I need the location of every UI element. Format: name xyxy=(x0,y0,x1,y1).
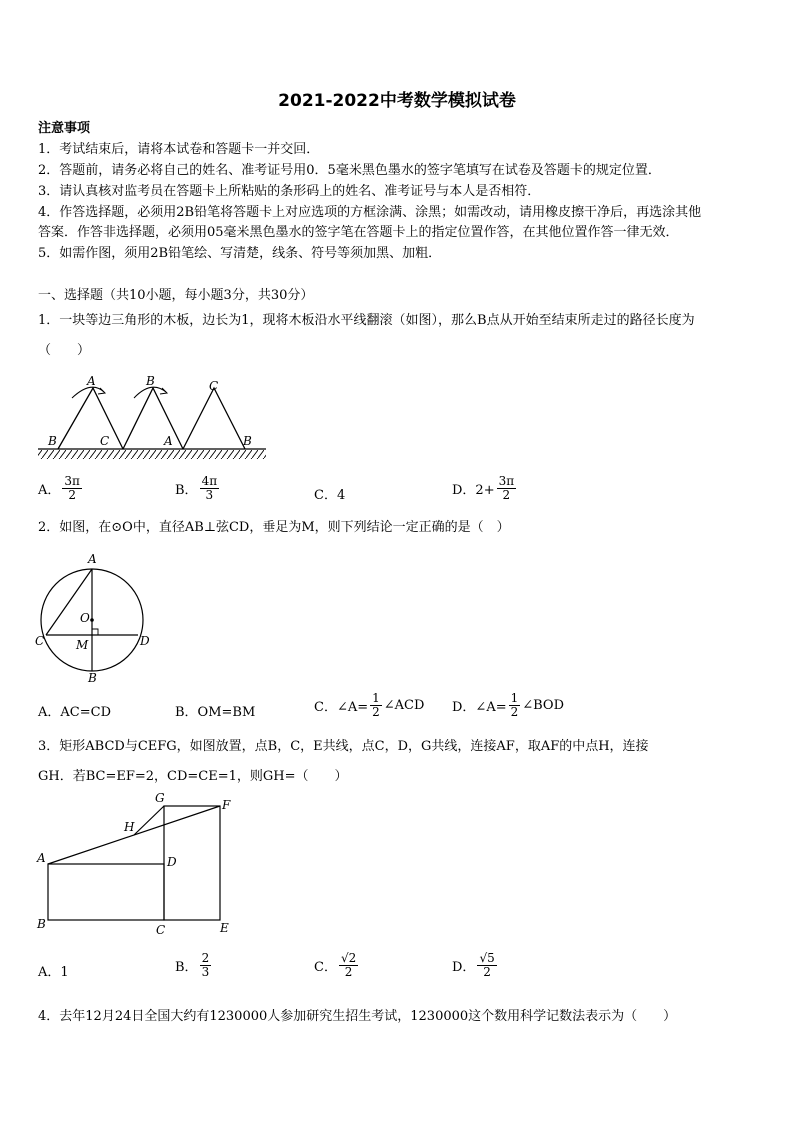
option-prefix: B． xyxy=(175,483,198,498)
denominator: 2 xyxy=(344,965,353,979)
q3-fig-label: G xyxy=(155,791,165,805)
denominator: 2 xyxy=(502,488,511,502)
fraction xyxy=(200,475,220,502)
fraction xyxy=(62,475,82,502)
q2-fig-label: A xyxy=(88,552,97,566)
option-prefix: C． xyxy=(314,960,337,975)
fraction xyxy=(497,475,517,502)
q4-stem: 4．去年12月24日全国大约有1230000人参加研究生招生考试，1230000这个数用科学记数法表示为（ ） xyxy=(38,1009,677,1024)
numerator: √5 xyxy=(479,951,495,965)
q2-stem: 2．如图，在⊙O中，直径AB⊥弦CD，垂足为M，则下列结论一定正确的是（ ） xyxy=(38,520,510,535)
notice-item: 4．作答选择题，必须用2B铅笔将答题卡上对应选项的方框涂满、涂黑；如需改动，请用橡皮擦干净后，再选涂其他 xyxy=(38,205,702,220)
option-suffix: ∠BOD xyxy=(522,698,565,713)
q1-fig-label: C xyxy=(209,379,219,393)
page-title: 2021-2022中考数学模拟试卷 xyxy=(278,91,516,111)
denominator: 3 xyxy=(201,965,210,979)
fraction xyxy=(477,952,496,979)
option-prefix: D．∠A= xyxy=(452,700,507,715)
q1-option-a[interactable] xyxy=(38,475,84,502)
q1-option-c[interactable] xyxy=(314,484,345,503)
q3-fig-label: F xyxy=(222,798,231,812)
fraction xyxy=(339,952,358,979)
option-text: B．OM=BM xyxy=(175,705,256,720)
q3-option-c[interactable] xyxy=(314,952,360,979)
q1-fig-label: B xyxy=(146,374,155,388)
q1-fig-label: A xyxy=(87,374,96,388)
notice-item: 5．如需作图，须用2B铅笔绘、写清楚，线条、符号等须加黑、加粗． xyxy=(38,246,442,261)
notice-item: 答案．作答非选择题，必须用05毫米黑色墨水的签字笔在答题卡上的指定位置作答，在其他位置作答一律无效． xyxy=(38,225,679,240)
q2-circle-figure xyxy=(32,548,156,684)
numerator: 3π xyxy=(64,474,80,488)
notice-item: 2．答题前，请务必将自己的姓名、准考证号用0．5毫米黑色墨水的签字笔填写在试卷及答题卡的规定位置． xyxy=(38,163,661,178)
q2-fig-label: B xyxy=(88,671,97,684)
notice-item: 3．请认真核对监考员在答题卡上所粘贴的条形码上的姓名、准考证号与本人是否相符． xyxy=(38,184,541,199)
denominator: 2 xyxy=(483,965,491,979)
q1-fig-label: C xyxy=(100,434,110,448)
option-prefix: A． xyxy=(38,483,61,498)
q3-fig-label: B xyxy=(37,917,46,931)
q3-stem: GH．若BC=EF=2，CD=CE=1，则GH=（ ） xyxy=(38,769,348,784)
q1-fig-label: B xyxy=(243,434,252,448)
numerator: 4π xyxy=(201,474,218,488)
q2-fig-label: O xyxy=(80,611,90,625)
q3-option-a[interactable] xyxy=(38,961,69,980)
fraction xyxy=(200,952,212,979)
denominator: 2 xyxy=(510,705,519,719)
option-text: A．AC=CD xyxy=(38,705,111,720)
q2-option-c[interactable] xyxy=(314,692,424,719)
fraction xyxy=(370,692,382,719)
numerator: 1 xyxy=(372,691,380,705)
numerator: 3π xyxy=(498,474,515,488)
q3-option-d[interactable] xyxy=(452,952,499,979)
notice-heading: 注意事项 xyxy=(38,121,91,136)
denominator: 2 xyxy=(68,488,76,502)
q1-fig-label: A xyxy=(164,434,173,448)
numerator: 2 xyxy=(201,951,210,965)
q2-fig-label: C xyxy=(35,634,45,648)
q3-fig-label: H xyxy=(124,820,135,834)
q1-option-b[interactable] xyxy=(175,475,221,502)
q2-fig-label: D xyxy=(140,634,150,648)
option-prefix: D．2+ xyxy=(452,483,495,498)
q1-fig-label: B xyxy=(48,434,57,448)
q1-paren: （ ） xyxy=(38,343,91,358)
fraction xyxy=(509,692,521,719)
option-text: C．4 xyxy=(314,488,346,503)
denominator: 3 xyxy=(205,488,214,502)
q1-stem: 1．一块等边三角形的木板，边长为1，现将木板沿水平线翻滚（如图），那么B点从开始至结束所走过的路径长度为 xyxy=(38,313,695,328)
option-prefix: C．∠A= xyxy=(314,700,369,715)
q3-option-b[interactable] xyxy=(175,952,213,979)
q2-fig-label: M xyxy=(76,638,89,652)
q1-option-d[interactable] xyxy=(452,475,518,502)
denominator: 2 xyxy=(372,705,380,719)
q3-fig-label: C xyxy=(156,923,166,937)
q2-option-b[interactable] xyxy=(175,701,255,720)
q2-option-d[interactable] xyxy=(452,692,564,719)
notice-item: 1．考试结束后，请将本试卷和答题卡一并交回． xyxy=(38,142,320,157)
numerator: 1 xyxy=(510,691,519,705)
option-prefix: D． xyxy=(452,960,476,975)
q1-rolling-triangle-figure xyxy=(36,370,268,466)
q3-fig-label: A xyxy=(37,851,46,865)
q3-fig-label: E xyxy=(220,921,229,935)
option-suffix: ∠ACD xyxy=(383,698,425,713)
q3-rectangles-figure xyxy=(34,790,244,938)
q3-stem: 3．矩形ABCD与CEFG，如图放置，点B，C，E共线，点C，D，G共线，连接AF，取AF的中点H，连接 xyxy=(38,739,649,754)
section-heading: 一、选择题（共10小题，每小题3分，共30分） xyxy=(38,288,314,303)
q3-fig-label: D xyxy=(167,855,177,869)
q2-option-a[interactable] xyxy=(38,701,111,720)
option-prefix: B． xyxy=(175,960,198,975)
option-text: A．1 xyxy=(38,965,69,980)
numerator: √2 xyxy=(340,951,357,965)
